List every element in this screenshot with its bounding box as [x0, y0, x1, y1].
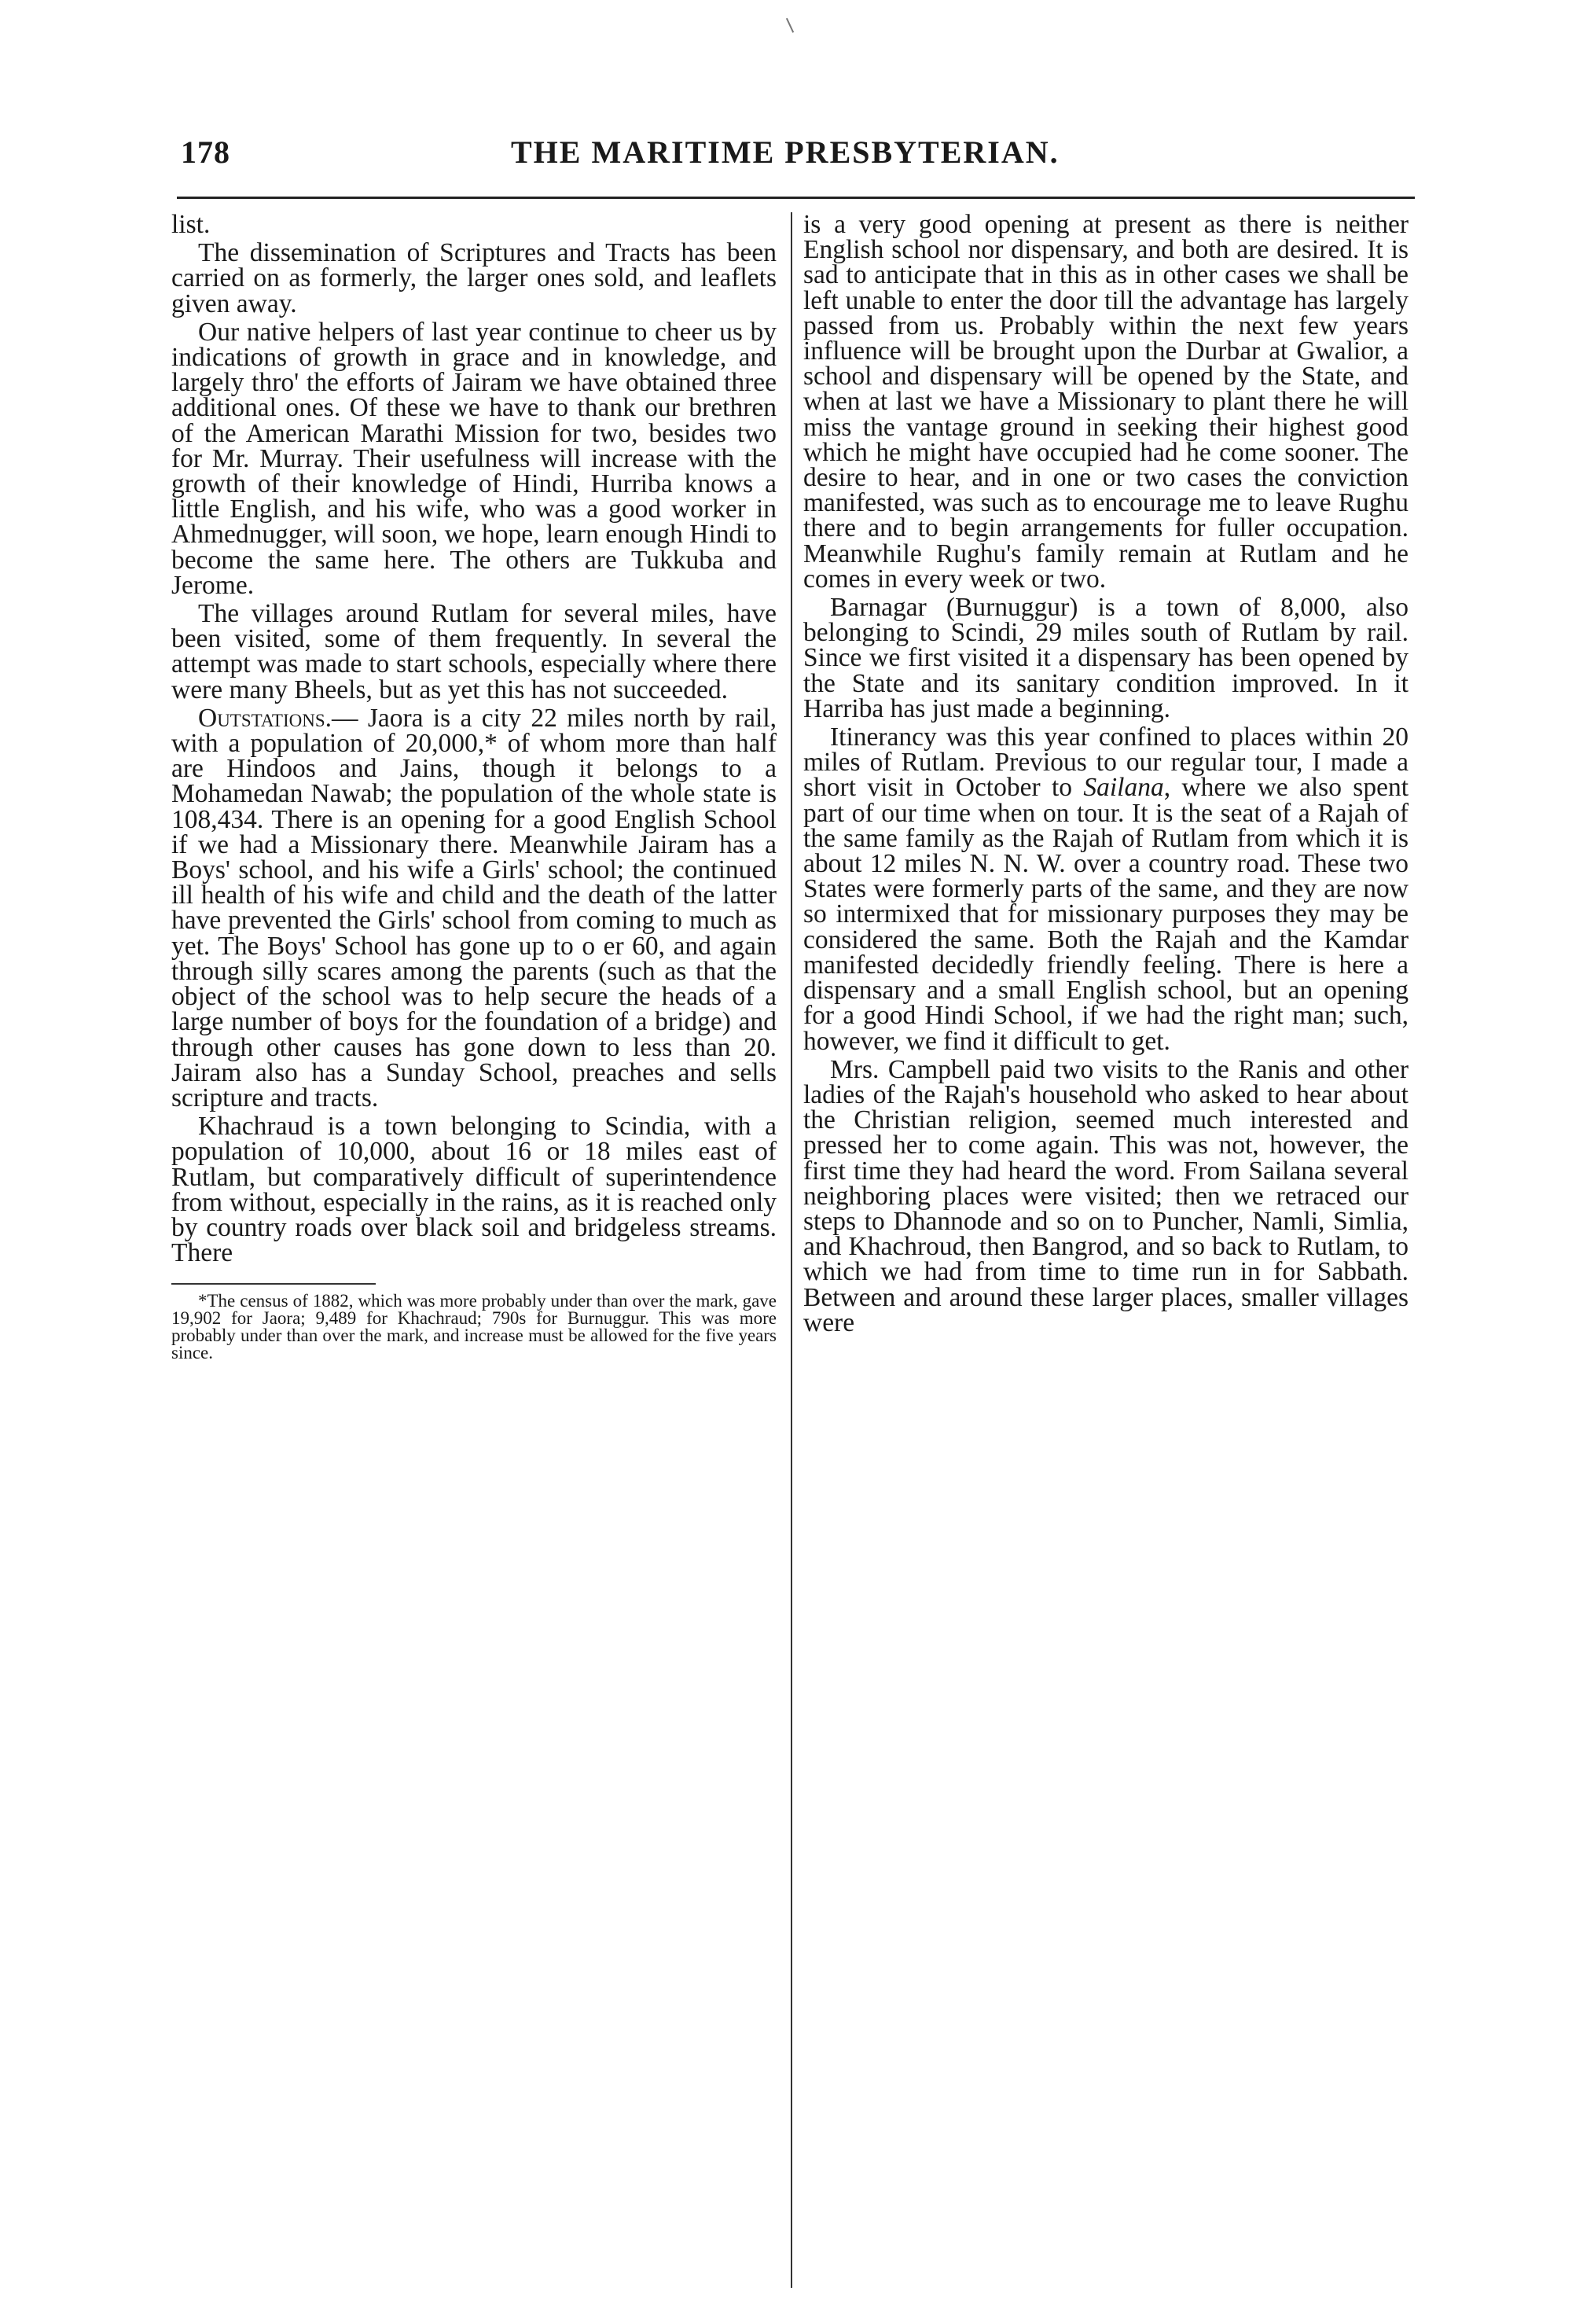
page-number: 178 [181, 134, 230, 170]
paragraph: The dissemination of Scriptures and Tracts has been carried on as formerly, the larger ones sold, and leaflets given away. [171, 238, 777, 318]
paragraph [171, 703, 777, 1112]
paragraph: Mrs. Campbell paid two visits to the Ranis and other ladies of the Rajah's household who asked to hear about the Christian religion, seemed much interested and pressed her to come again. This was not, however, the first time they had heard the word. From Sailana several neighboring places were visited; then we retraced our steps to Dhannode and so on to Puncher, Namli, Simlia, and Khachroud, then Bangrod, and so back to Rutlam, to which we had from time to time run in for Sabbath. Between and around these larger places, smaller villages were [803, 1054, 1409, 1337]
page-header [181, 134, 1415, 181]
paragraph [803, 725, 1409, 1054]
running-title: THE MARITIME PRESBYTERIAN. [511, 134, 1060, 170]
paragraph-text: — Jaora is a city 22 miles north by rail, with a population of 20,000,* of whom more than half are Hindoos and Jains, though it belongs to a Mohamedan Nawab; the population of the whole state is 108,434. There is an opening for a good English School if we had a Missionary there. Meanwhile Jairam has a Boys' school, and his wife a Girls' school; the continued ill health of his wife and child and the death of the latter have prevented the Girls' school from coming to much as yet. The Boys' School has gone up to o er 60, and again through silly scares among the parents (such as that the object of the school was to help secure the heads of a large number of boys for the foundation of a bridge) and through other causes has gone down to less than 20. Jairam also has a Sunday School, preaches and sells scripture and tracts. [171, 703, 777, 1112]
paragraph: Barnagar (Burnuggur) is a town of 8,000, also belonging to Scindi, 29 miles south of Rutlam by rail. Since we first visited it a dispensary has been opened by the State and its sanitary condition improved. In it Harriba has just made a beginning. [803, 593, 1409, 723]
paragraph: Our native helpers of last year continue to cheer us by indications of growth in grace and in knowledge, and largely thro' the efforts of Jairam we have obtained three additional ones. Of these we have to thank our brethren of the American Marathi Mission for two, besides two for Mr. Murray. Their usefulness will increase with the growth of their knowledge of Hindi, Hurriba knows a little English, and his wife, who was a good worker in Ahmednugger, will soon, we hope, learn enough Hindi to become the same here. The others are Tukkuba and Jerome. [171, 317, 777, 600]
paragraph: Khachraud is a town belonging to Scindia, with a population of 10,000, about 16 or 18 miles east of Rutlam, but comparatively difficult of superintendence from without, especially in the rains, as it is reached only by country roads over black soil and bridgeless streams. There [171, 1112, 777, 1268]
left-column [171, 212, 777, 1362]
paragraph: list. [171, 210, 211, 239]
pencil-mark [786, 17, 795, 32]
column-divider [791, 212, 792, 2288]
footnote-rule [171, 1283, 376, 1285]
place-name-sailana: Sailana [1083, 773, 1164, 803]
paragraph: is a very good opening at present as there is neither English school nor dispensary, and both are desired. It is sad to anticipate that in this as in other cases we shall be left unable to enter the door till the advantage has largely passed from us. Probably within the next few years influence will be brought upon the Durbar at Gwalior, a school and dispensary will be opened by the State, and when at last we have a Missionary to plant there he will miss the vantage ground in seeking their highest good which he might have occupied had he come sooner. The desire to hear, and in one or two cases the conviction manifested, was such as to encourage me to leave Rughu there and to begin arrangements for fuller occupation. Meanwhile Rughu's family remain at Rutlam and he comes in every week or two. [803, 210, 1409, 594]
paragraph: The villages around Rutlam for several miles, have been visited, some of them frequently. In several the attempt was made to start schools, especially where there were many Bheels, but as yet this has not succeeded. [171, 599, 777, 704]
footnote: *The census of 1882, which was more probably under than over the mark, gave 19,902 for Jaora; 9,489 for Khachraud; 790s for Burnuggur. This was more probably under than over the mark, and increase must be allowed for the five years since. [171, 1291, 777, 1363]
paragraph-text: Itinerancy was this year confined to places within 20 miles of Rutlam. Previous to our regular tour, I made a short visit in October to [803, 723, 1409, 803]
paragraph-text: , where we also spent part of our time when on tour. It is the seat of a Rajah of the same family as the Rajah of Rutlam from which it is about 12 miles N. N. W. over a country road. These two States were formerly parts of the same, and they are now so intermixed that for missionary purposes they may be considered the same. Both the Rajah and the Kamdar manifested decidedly friendly feeling. There is here a dispensary and a small English school, but an opening for a good Hindi School, if we had the right man; such, however, we find it difficult to get. [803, 773, 1409, 1056]
header-rule [177, 197, 1415, 199]
section-heading-outstations: Outstations. [198, 703, 332, 733]
right-column [803, 212, 1409, 1336]
